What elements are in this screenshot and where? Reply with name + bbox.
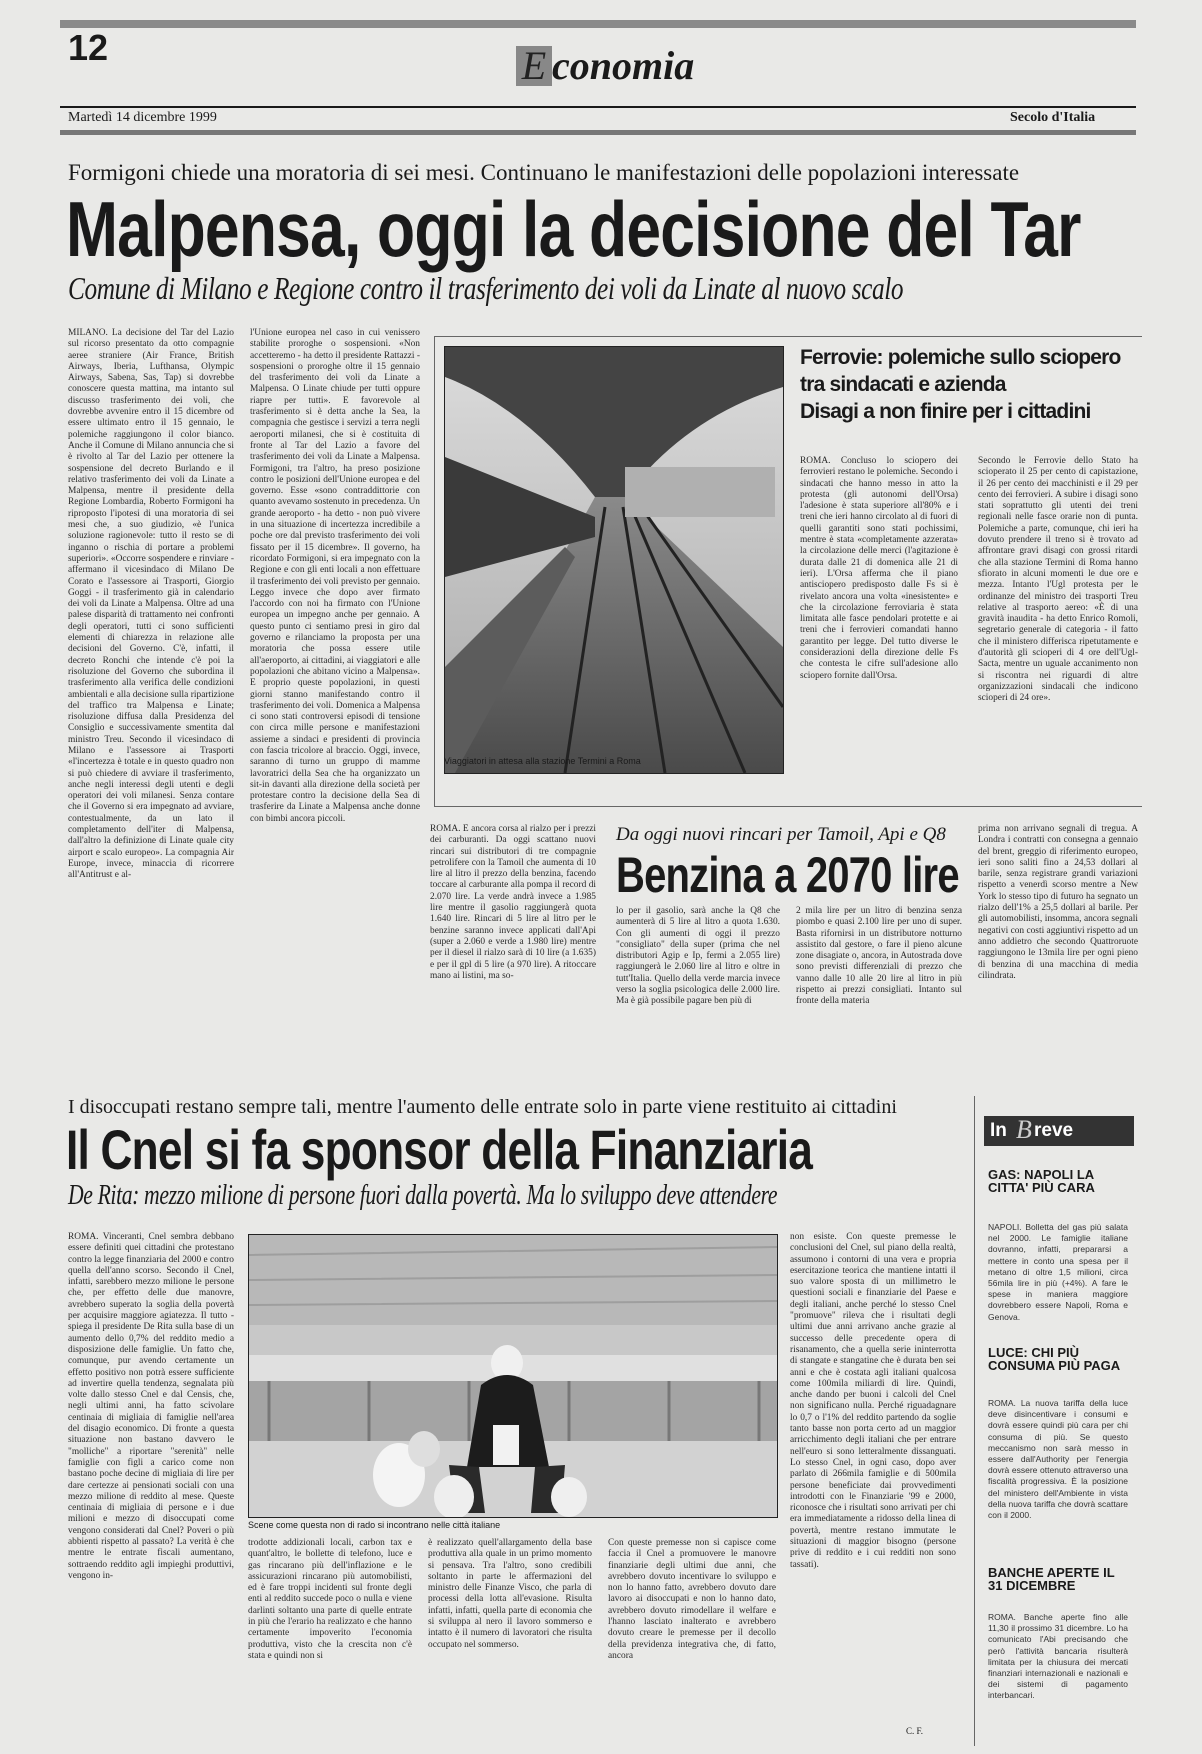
brief-1-title: GAS: NAPOLI LA CITTA' PIÙ CARA	[988, 1167, 1095, 1195]
ferrovie-headline-line-1: Ferrovie: polemiche sullo sciopero	[800, 346, 1121, 369]
inbreve-title-rest: reve	[1034, 1120, 1074, 1141]
ferrovie-column-1: ROMA. Concluso lo sciopero dei ferrovieri restano le polemiche. Secondo i sindacati che hanno messo in atto la protesta (gli autonomi dell'Orsa) l'adesione è stata superiore all'80% e i treni che ieri hanno circolato al di fuori di quelli garantiti sono stati pochissimi, mentre è stata «completamente azzerata» la circolazione delle merci (l'agitazione è durata dalle 21 di domenica alle 21 di ieri). L'Orsa afferma che il piano antisciopero predisposto dalle Fs si è rivelato ancora una volta «inesistente» e che la circolazione ferroviaria è stata limitata alle fasce pendolari protette e ai treni che i ferrovieri comandati hanno garantito per legge. Del tutto diverse le considerazioni della direzione delle Fs che contesta le cifre sull'adesione allo sciopero fornite dall'Orsa.	[800, 456, 958, 681]
malpensa-subheadline: Comune di Milano e Regione contro il trasferimento dei voli da Linate al nuovo scalo	[68, 270, 904, 306]
inbreve-banner	[984, 1116, 1134, 1146]
station-photo-illustration	[445, 347, 783, 773]
brief-2-text: ROMA. La nuova tariffa della luce deve disincentivare i consumi e dovrà essere quindi più cara per chi consuma di più. Se questo meccanismo non sarà messo in essere dall'Authority per l'energia dovrà essere ottenuto attraverso una fiscalità progressiva. È la posizione del ministero dell'Ambiente in vista della nuova tariffa che dovrà scattare con il 2000.	[988, 1398, 1128, 1521]
benzina-kicker: Da oggi nuovi rincari per Tamoil, Api e Q8	[616, 824, 946, 845]
cnel-signature: C. F.	[906, 1726, 924, 1736]
header-bottom-rule	[60, 130, 1136, 135]
section-title	[516, 43, 695, 90]
inbreve-divider	[974, 1096, 975, 1746]
ferrovie-headline-line-2: tra sindacati e azienda	[800, 373, 1006, 396]
brief-2-title: LUCE: CHI PIÙ CONSUMA PIÙ PAGA	[988, 1345, 1121, 1373]
malpensa-column-1: MILANO. La decisione del Tar del Lazio sul ricorso presentato da otto compagnie aeree straniere (Air France, British Airways, Iberia, Lufthansa, Olympic Airways, Sabena, Sas, Tap) si dovrebbe conoscere questa mattina, ma intanto sul discusso trasferimento dei voli, che dovrebbe avvenire entro il 15 dicembre od essere ultimato entro il 15 gennaio, le polemiche raggiungono il color bianco. Anche il Comune di Milano annuncia che si è rivolto al Tar del Lazio per ottenere la sospensione del decreto Burlando e il relativo trasferimento dei voli da Linate a Malpensa, mentre il presidente della Regione Lombardia, Roberto Formigoni ha riproposto l'ipotesi di una moratoria di sei mesi che, a suo giudizio, «è l'unica soluzione ragionevole: tutto il resto se di inganno o rischia di portare a problemi superiori». «Occorre sospendere e rinviare - affermano il vicesindaco di Milano De Corato e l'assessore ai Trasporti, Giorgio Goggi - il trasferimento già in calendario dei voli da Linate a Malpensa. Oltre ad una palese disparità di trattamento nei confronti degli operatori, tutti ci sono sufficienti elementi di chiarezza in relazione alle decisioni del Governo. C'è, infatti, il decreto Ronchi che intende c'è poi la risoluzione del Governo che subordina il trasferimento alla verifica delle condizioni ambientali e alla decisione sulla ripartizione del traffico tra Malpensa e Linate; risoluzione diffusa dalla Presidenza del Consiglio e successivamente smentita dal ministro Treu. Secondo il vicesindaco di Milano e l'assessore ai Trasporti «l'incertezza è totale e in questo quadro non si può chiedere di avviare il trasferimento, anche negli interessi degli utenti e degli operatori dei voli milanesi. Senza contare che il Governo si era impegnato ad avviare, contestualmente, da un lato il completamento dell'iter di Malpensa, dall'altro la definizione di Linate quale city airport e scalo europeo». La compagnia Air Europe, invece, minaccia di ricorrere all'Antitrust e al-	[68, 328, 234, 881]
brief-1-text: NAPOLI. Bolletta del gas più salata nel 2000. Le famiglie italiane dovranno, infatti, prepararsi a mettere in conto una spesa per il metano di oltre 1,5 milioni, circa 56mila lire in più (+4%). A fare le spese in maniera maggiore dovrebbero essere Napoli, Roma e Genova.	[988, 1222, 1128, 1322]
section-name: conomia	[552, 43, 695, 88]
ferrovie-box-left	[434, 336, 435, 806]
ferrovie-box-top	[434, 336, 1142, 337]
malpensa-headline: Malpensa, oggi la decisione del Tar	[66, 185, 1081, 273]
benzina-column-3: 2 mila lire per un litro di benzina senza piombo e quasi 2.100 lire per uno di super. Basta rifornirsi in un distributore notturno assistito dal gestore, o fare il pieno alcune zone disagiate o, ancora, in Autostrada dove sono previsti differenziali di prezzo che vanno dalle 10 alle 20 lire al litro in più rispetto ai prezzi consigliati. Intanto sul fronte della materia	[796, 906, 962, 1007]
inbreve-title-in: In	[990, 1120, 1007, 1141]
benzina-column-1: ROMA. È ancora corsa al rialzo per i prezzi dei carburanti. Da oggi scattano nuovi rincari sui distributori di tre compagnie petrolifere con la Tamoil che aumenta di 10 lire al litro il prezzo della benzina, facendo toccare al carburante alla pompa il record di 2.070 lire. La verde andrà invece a 1.985 lire mentre il gasolio raggiungerà quota 1.640 lire. Rincari di 5 lire al litro per le benzine saranno invece applicati dall'Api (super a 2.060 e verde a 1.980 lire) mentre per il diesel il rialzo sarà di 10 lire (a 1.635) e per il gpl di 5 lire (a 970 lire). A ritoccare mano ai listini, ma so-	[430, 824, 596, 981]
cnel-column-2a: trodotte addizionali locali, carbon tax e quant'altro, le bollette di telefono, luce e gas rincarano più dell'inflazione e le assicurazioni rincarano più automobilisti, ed è fare troppi incidenti sul fronte degli enti al reddito succede poco o nulla e viene darlinti soltanto una parte di quelle entrate in più che l'erario ha realizzato e che hanno certamente impoverito l'economia produttiva, visto che la crescita non c'è stata e quindi non si	[248, 1538, 412, 1661]
benzina-column-2: lo per il gasolio, sarà anche la Q8 che aumenterà di 5 lire al litro a quota 1.630. Con gli aumenti di oggi il prezzo "consigliato" della super (prima che nel distributori Agip e Ip, fermi a 2.055 lire) raggiungerà le 2.060 lire al litro e oltre in tutt'Italia. Quello della verde marcia invece verso la soglia psicologica delle 2.000 lire. Ma è già possibile pagare ben più di	[616, 906, 780, 1007]
brief-3-text: ROMA. Banche aperte fino alle 11,30 il prossimo 31 dicembre. Lo ha comunicato l'Abi precisando che però l'attività bancaria risulterà limitata per la chiusura dei mercati finanziari internazionali e nazionali e dei sistemi di pagamento interbancari.	[988, 1612, 1128, 1701]
page-number: 12	[68, 27, 109, 68]
top-rule	[60, 20, 1136, 28]
ferrovie-column-2: Secondo le Ferrovie dello Stato ha scioperato il 25 per cento di capistazione, il 26 per cento dei macchinisti e il 29 per cento dei ferrovieri. A subire i disagi sono stati soprattutto gli utenti dei treni regionali nelle fasce orarie non di punta. Polemiche a parte, comunque, chi ieri ha dovuto prendere il treno si è trovato ad affrontare gravi disagi con grossi ritardi che alla stazione Termini di Roma hanno sfiorato in alcuni momenti le due ore e mezza. Intanto l'Ugl protesta per le ordinanze del ministro dei trasporti Treu relative al trasporto aereo: «È di una gravità inaudita - ha detto Enrico Romoli, segretario generale di categoria - il fatto che il ministero differisca ripetutamente e d'autorità gli scioperi di 4 ore dell'Ugl-Sacta, mentre un uguale accanimento non si riscontra nei riguardi di altre organizzazioni sindacali che indicono scioperi di 24 ore».	[978, 456, 1138, 704]
cnel-column-1: ROMA. Vinceranti, Cnel sembra debbano essere definiti quei cittadini che protestano contro la legge finanziaria del 2000 e contro quella dell'anno scorso. Secondo il Cnel, infatti, sarebbero mezzo milione le persone che, per effetto delle due manovre, avrebbero superato la soglia della povertà per acquisire maggiore agiatezza. Il tutto - spiega il presidente De Rita sulla base di un aumento dello 0,7% del reddito medio a disposizione delle famiglie. Un fatto che, comunque, pur avendo certamente un effetto positivo non potrà essere sufficiente ad invertire quella tendenza, segnalata più volte dallo stesso Cnel e dal Censis, che, negli ultimi anni, ha fatto scivolare centinaia di migliaia di famiglie nell'area del disagio economico. Di fronte a questa situazione non bastano davvero le "molliche" a riportare "serenità" nelle famiglie con figli a carico come non bastano poche decine di migliaia di lire per dare certezze ai pensionati sociali con una mezzo milione di reddito al mese. Queste centinaia di migliaia di persone e i due milioni e mezzo di disoccupati come vengono considerati dal Cnel? Poveri o più abbienti rispetto al passato? La verità è che mentre le entrate fiscali aumentano, sottraendo reddito agli impieghi produttivi, vengono in-	[68, 1232, 234, 1581]
station-photo	[444, 346, 784, 774]
brief-3-title: BANCHE APERTE IL 31 DICEMBRE	[988, 1565, 1115, 1593]
ferrovie-box-bottom	[434, 806, 1142, 807]
ferrovie-headline	[800, 344, 1144, 425]
cnel-headline: Il Cnel si fa sponsor della Finanziaria	[66, 1118, 813, 1181]
ferrovie-headline-line-3: Disagi a non finire per i cittadini	[800, 400, 1091, 423]
header-rule	[60, 106, 1136, 108]
malpensa-kicker: Formigoni chiede una moratoria di sei mesi. Continuano le manifestazioni delle popolazioni interessate	[68, 160, 1020, 185]
cnel-kicker: I disoccupati restano sempre tali, mentre l'aumento delle entrate solo in parte viene restituito ai cittadini	[68, 1096, 897, 1118]
newspaper-name: Secolo d'Italia	[1010, 110, 1096, 125]
benzina-column-4: prima non arrivano segnali di tregua. A Londra i contratti con consegna a gennaio del brent, greggio di riferimento europeo, ieri sono saliti fino a 24,53 dollari al barile, senza registrare grandi variazioni rispetto a venerdì scorso mentre a New York lo stesso tipo di futuro ha segnato un rialzo dell'1% a 25,5 dollari al barile. Per gli automobilisti, insomma, ancora segnali negativi con costi aggiuntivi rispetto ad un anno addietro che secondo Quattroruote raggiungono le 13mila lire per ogni pieno di benzina di una macchina di media cilindrata.	[978, 824, 1138, 981]
cnel-column-2c: Con queste premesse non si capisce come faccia il Cnel a promuovere le manovre finanziarie degli ultimi due anni, che avrebbero dovuto incentivare lo sviluppo e non lo hanno fatto, avrebbero dovuto dare lavoro ai disoccupati e non lo hanno dato, avrebbero dovuto rimodellare il welfare e l'hanno lasciato inalterato e avrebbero dovuto creare le premesse per il decollo della previdenza integrativa che, di fatto, ancora	[608, 1538, 776, 1661]
benzina-headline: Benzina a 2070 lire	[616, 847, 959, 903]
cnel-subheadline: De Rita: mezzo milione di persone fuori dalla povertà. Ma lo sviluppo deve attendere	[68, 1180, 778, 1211]
city-photo	[248, 1234, 778, 1518]
cnel-column-3: non esiste. Con queste premesse le conclusioni del Cnel, sul piano della realtà, assumono i contorni di una vera e propria esercitazione teorica che mantiene intatti il suo valore sposta di un millimetro le questioni sociali e finanziarie del Paese e degli italiani, anche perché lo stesso Cnel "promuove" rileva che i risultati degli ultimi due anni arrivano anche grazie al successo delle precedente opera di risanamento, che a quella serie ininterrotta di stangate e stangatine che è durata ben sei anni e che è costata agli italiani qualcosa come 100mila miliardi di lire. Quindi, anche dando per buoni i calcoli del Cnel non significano nulla. Perché riguadagnare lo 0,7 o l'1% del reddito partendo da soglie tanto basse non porta certo ad un maggior arricchimento degli italiani che per entrare nell'euro si sono letteralmente dissanguati. Lo stesso Cnel, in ogni caso, dopo aver parlato di 266mila famiglie e di 500mila persone beneficiate dai provvedimenti introdotti con le Finanziarie '99 e 2000, riconosce che i risultati sono arrivati per chi era immediatamente a ridosso della linea di povertà, mentre restano immutate le situazioni di maggior bisogno (persone prive di reddito e i cui redditi non sono tassati).	[790, 1232, 956, 1570]
malpensa-column-2: l'Unione europea nel caso in cui venissero stabilite proroghe o sospensioni. «Non accetteremo - ha detto il presidente Rattazzi - sospensioni o proroghe oltre il 15 gennaio del trasferimento dei voli da Linate a Malpensa. O Linate chiude per tutti oppure riapre per tutti». E favorevole al trasferimento si è detta anche la Sea, la compagnia che gestisce i servizi a terra negli aeroporti milanesi, che si è costituita di fronte al Tar del Lazio a favore del trasferimento dei voli da Linate a Malpensa. Formigoni, tra l'altro, ha preso posizione contro le posizioni dell'Unione europea e del governo. Esse «sono contraddittorie con quanto avevamo sostenuto in precedenza. Un grande aeroporto - ha detto - non può vivere in una situazione di incertezza incredibile a poche ore dal previsto trasferimento dei voli fissato per il 15 dicembre». Il governo, ha ricordato Formigoni, si era impegnato con la Regione e con gli enti locali a non effettuare il trasferimento dei voli previsto per gennaio. Leggo invece che dopo aver firmato l'accordo con noi ha firmato con l'Unione europea un impegno anche per gennaio. A questo punto ci sentiamo presi in giro dal governo e rilanciamo la proposta per una moratoria che possa essere utile all'aeroporto, ai cittadini, ai viaggiatori e alle popolazioni che abitano vicino a Malpensa». E proprio queste popolazioni, in questi giorni stanno manifestando contro il trasferimento dei voli. Domenica a Malpensa ci sono stati controversi episodi di tensione con circa mille persone e manifestazioni assieme a sindaci e presidenti di provincia con fascia tricolore al braccio. Oggi, invece, saranno di turno un gruppo di mamme lavoratrici della Sea che ha organizzato un sit-in davanti alla direzione della società per protestare contro la decisione della Sea di trasferire da Linate a Malpensa anche donne con bimbi ancora piccoli.	[250, 328, 420, 824]
city-photo-caption: Scene come questa non di rado si incontrano nelle città italiane	[248, 1520, 501, 1530]
station-photo-caption: Viaggiatori in attesa alla stazione Termini a Roma	[444, 756, 641, 766]
section-initial: E	[516, 46, 552, 86]
issue-date: Martedì 14 dicembre 1999	[68, 110, 217, 125]
cnel-column-2b: è realizzato quell'allargamento della base produttiva alla quale in un primo momento si pensava. Tra l'altro, sono credibili soltanto in parte le affermazioni del ministro delle Finanze Visco, che parla di processi della lotta all'evasione. Risulta infatti, infatti, quella parte di economia che si sviluppa al nero il lavoro sommerso e intatto è il numero di lavoratori che risulta occupato nel sommerso.	[428, 1538, 592, 1650]
inbreve-title-b: B	[1016, 1115, 1032, 1144]
city-photo-illustration	[249, 1235, 777, 1517]
